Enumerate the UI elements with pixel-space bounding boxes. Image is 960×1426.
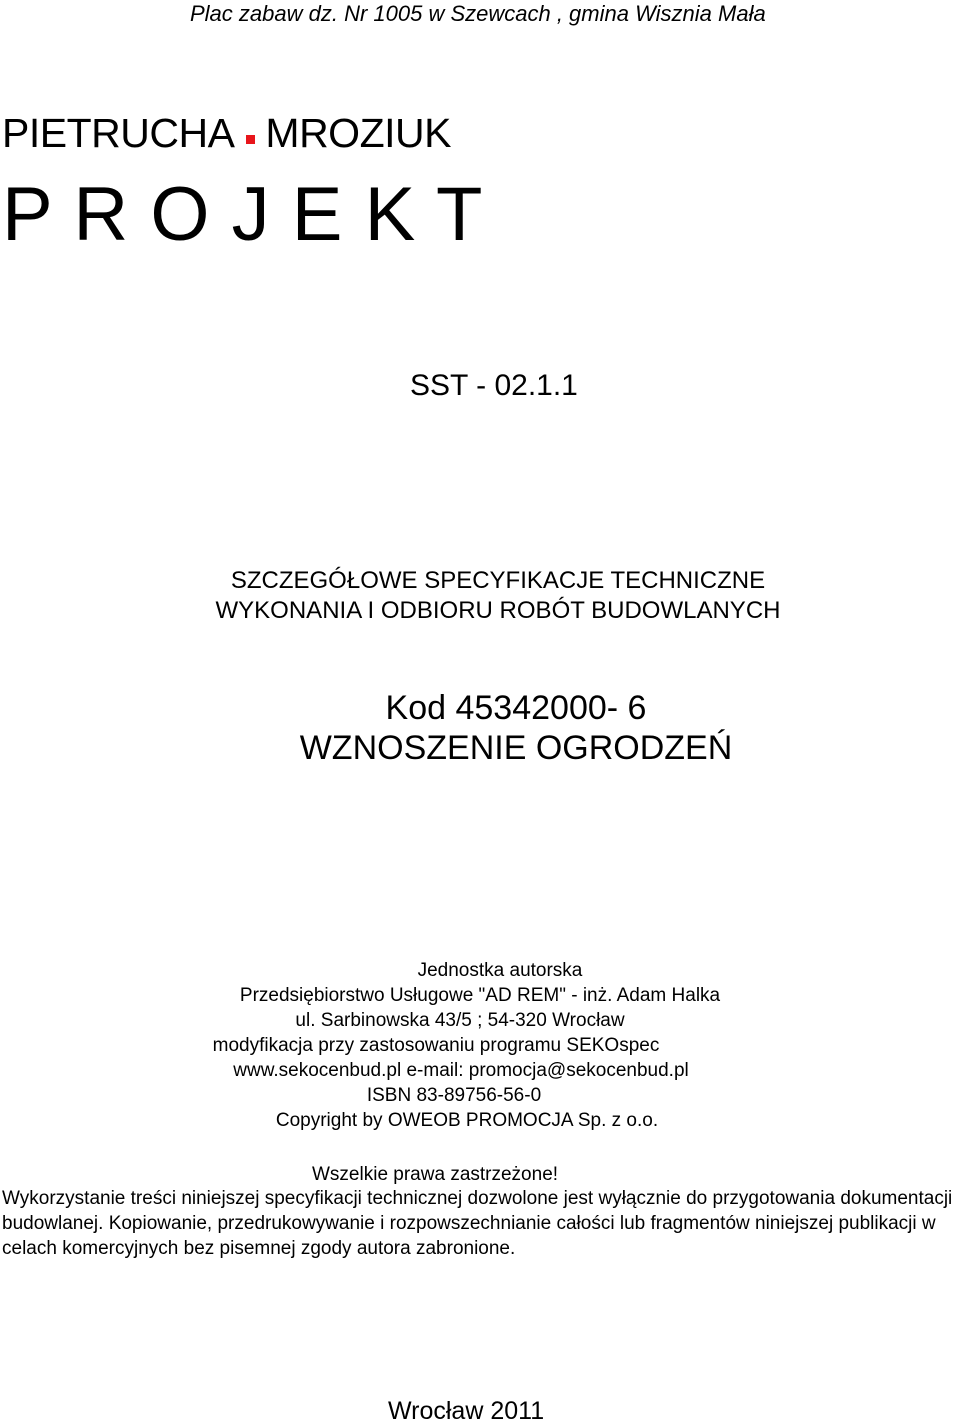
cpv-code: Kod 45342000- 6 xyxy=(385,689,647,727)
company-name-left: PIETRUCHA xyxy=(2,110,235,156)
red-square-separator xyxy=(246,135,255,144)
cpv-code-block xyxy=(36,688,960,768)
company-name xyxy=(2,108,451,158)
rights-text: Wykorzystanie treści niniejszej specyfikacji technicznej dozwolone jest wyłącznie do przygotowania dokumentacji budowlanej. Kopiowanie, przedrukowywanie i rozpowszechnianie całości lub fragmentów niniejszej publikacji w celach komercyjnych bez pisemnej zgody autora zabronione. xyxy=(2,1188,953,1259)
software-note: modyfikacja przy zastosowaniu programu SEKOspec xyxy=(212,1035,660,1056)
projekt-title: P R O J E K T xyxy=(2,172,483,257)
author-unit-label: Jednostka autorska xyxy=(417,960,583,981)
spec-code: SST - 02.1.1 xyxy=(410,369,578,402)
place-and-year: Wrocław 2011 xyxy=(388,1397,545,1425)
project-location-header: Plac zabaw dz. Nr 1005 w Szewcach , gmina Wisznia Mała xyxy=(190,1,766,26)
contact-line: www.sekocenbud.pl e-mail: promocja@sekocenbud.pl xyxy=(233,1060,689,1081)
spec-title-line1: SZCZEGÓŁOWE SPECYFIKACJE TECHNICZNE xyxy=(230,567,766,594)
author-company: Przedsiębiorstwo Usługowe "AD REM" - inż. Adam Halka xyxy=(239,985,721,1006)
rights-heading: Wszelkie prawa zastrzeżone! xyxy=(312,1164,559,1185)
author-address: ul. Sarbinowska 43/5 ; 54-320 Wrocław xyxy=(295,1010,625,1031)
work-name: WZNOSZENIE OGRODZEŃ xyxy=(299,729,733,767)
spec-title xyxy=(18,566,960,626)
spec-title-line2: WYKONANIA I ODBIORU ROBÓT BUDOWLANYCH xyxy=(215,597,781,624)
company-name-right: MROZIUK xyxy=(265,110,451,156)
copyright: Copyright by OWEOB PROMOCJA Sp. z o.o. xyxy=(275,1110,659,1131)
isbn: ISBN 83-89756-56-0 xyxy=(366,1085,542,1106)
author-info xyxy=(0,958,960,1133)
